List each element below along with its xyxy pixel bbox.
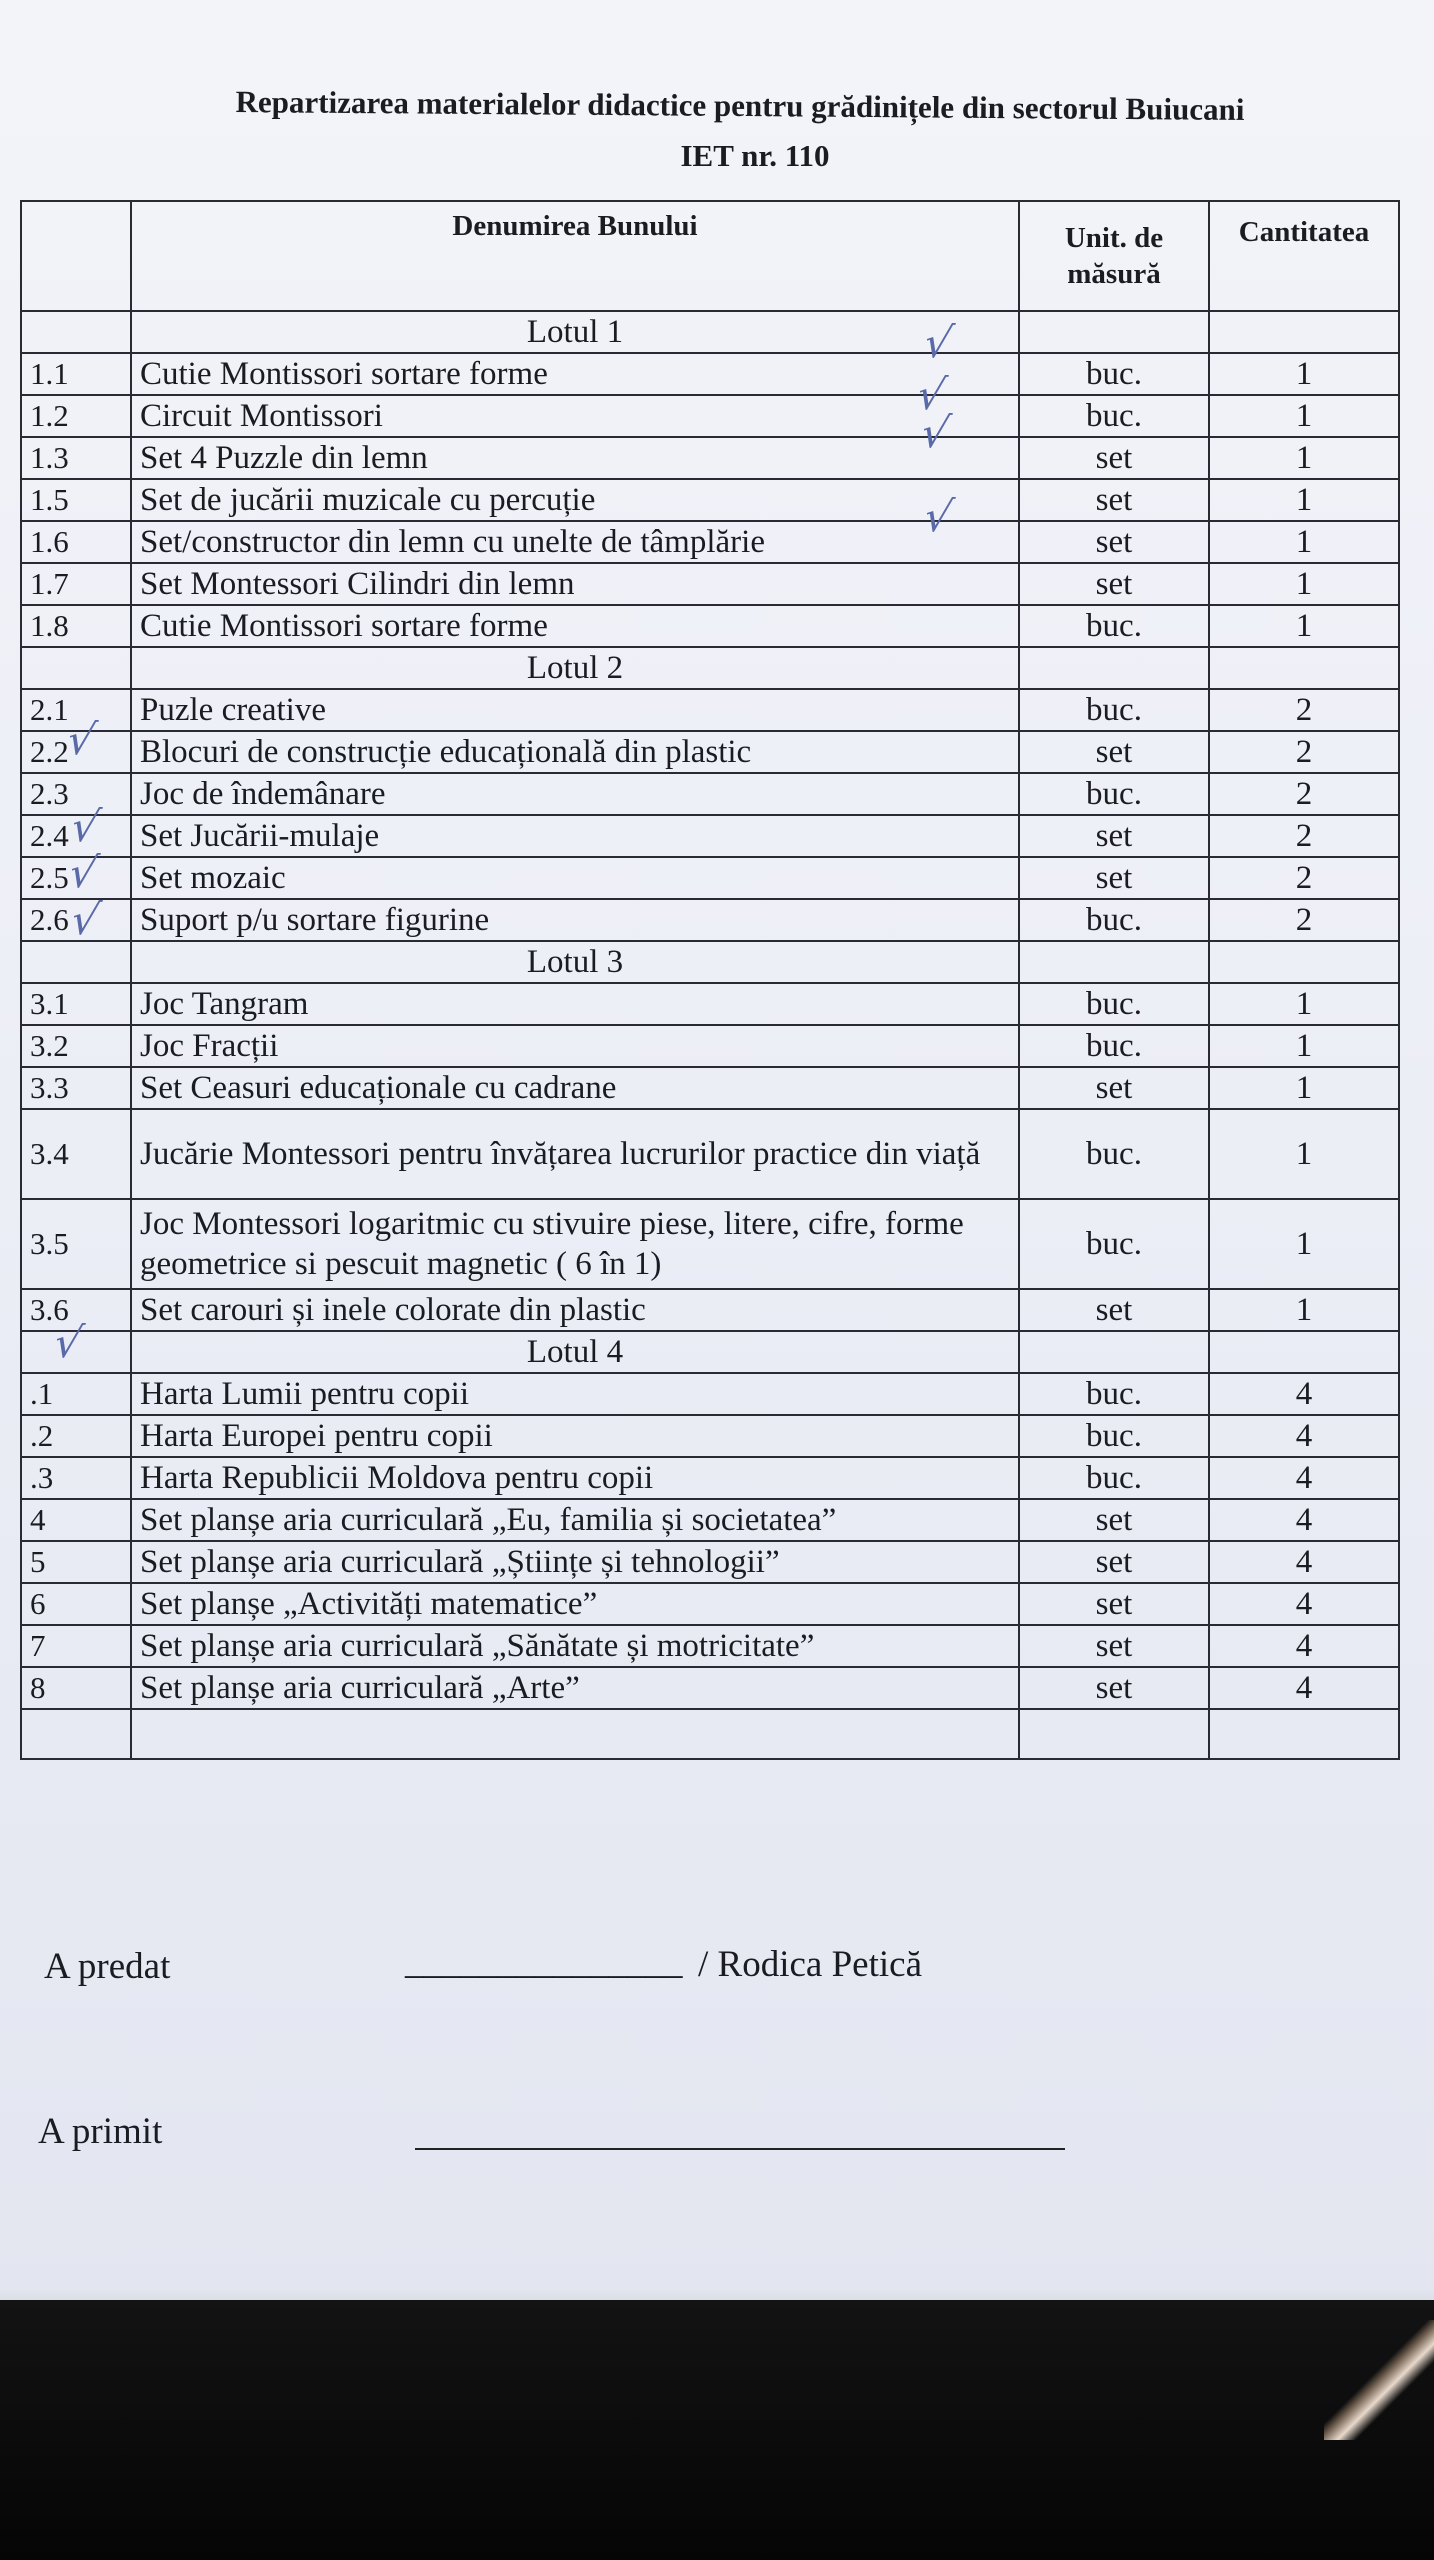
item-quantity: 1: [1209, 563, 1399, 605]
table-header-row: [21, 201, 1399, 311]
item-quantity: 2: [1209, 731, 1399, 773]
item-name: Set Jucării-mulaje: [131, 815, 1019, 857]
table-row: [21, 1667, 1399, 1709]
lot-title: Lotul 3: [131, 941, 1019, 983]
item-name: Set planșe aria curriculară „Sănătate și motricitate”: [131, 1625, 1019, 1667]
lot-title: Lotul 2: [131, 647, 1019, 689]
item-unit: set: [1019, 1067, 1209, 1109]
table-row: [21, 1025, 1399, 1067]
table-row: [21, 689, 1399, 731]
header-unit: Unit. de măsură: [1019, 201, 1209, 311]
lot-unit-cell: [1019, 1331, 1209, 1373]
item-number: 1.2: [21, 395, 131, 437]
item-name: Joc Fracții: [131, 1025, 1019, 1067]
check-mark-icon: √: [49, 1318, 87, 1367]
lot-title: Lotul 1: [131, 311, 1019, 353]
item-unit: set: [1019, 1541, 1209, 1583]
empty-row: [21, 1709, 1399, 1759]
item-unit: buc.: [1019, 1415, 1209, 1457]
item-quantity: 1: [1209, 605, 1399, 647]
item-number: 5: [21, 1541, 131, 1583]
lot-unit-cell: [1019, 647, 1209, 689]
item-number: 2.1: [21, 689, 131, 731]
lot-qty-cell: [1209, 311, 1399, 353]
item-name: Harta Lumii pentru copii: [131, 1373, 1019, 1415]
item-quantity: 4: [1209, 1583, 1399, 1625]
item-number: .2: [21, 1415, 131, 1457]
table-row: [21, 605, 1399, 647]
item-number: 2.4: [21, 815, 131, 857]
item-unit: buc.: [1019, 1025, 1209, 1067]
lot-number-cell: [21, 311, 131, 353]
item-unit: buc.: [1019, 1373, 1209, 1415]
empty-cell: [1019, 1709, 1209, 1759]
item-number: 1.5: [21, 479, 131, 521]
item-quantity: 2: [1209, 773, 1399, 815]
check-mark-icon: √: [66, 802, 104, 851]
item-name: Set/constructor din lemn cu unelte de tâmplărie: [131, 521, 1019, 563]
item-unit: set: [1019, 563, 1209, 605]
check-mark-icon: √: [62, 715, 100, 764]
check-mark-icon: √: [916, 408, 954, 457]
item-unit: set: [1019, 1667, 1209, 1709]
item-quantity: 1: [1209, 1025, 1399, 1067]
item-quantity: 4: [1209, 1457, 1399, 1499]
table-row: [21, 1373, 1399, 1415]
item-quantity: 4: [1209, 1499, 1399, 1541]
table-row: [21, 563, 1399, 605]
header-number: [21, 201, 131, 311]
item-number: .3: [21, 1457, 131, 1499]
lot-number-cell: [21, 941, 131, 983]
header-quantity: Cantitatea: [1209, 201, 1399, 311]
lot-unit-cell: [1019, 941, 1209, 983]
table-body: [21, 311, 1399, 1759]
item-name: Suport p/u sortare figurine: [131, 899, 1019, 941]
item-unit: buc.: [1019, 1457, 1209, 1499]
check-mark-icon: √: [919, 492, 957, 541]
item-name: Set de jucării muzicale cu percuție: [131, 479, 1019, 521]
document-subtitle: IET nr. 110: [680, 138, 830, 173]
item-quantity: 2: [1209, 689, 1399, 731]
item-name: Cutie Montissori sortare forme: [131, 605, 1019, 647]
item-name: Joc Montessori logaritmic cu stivuire piese, litere, cifre, forme geometrice si pescuit magnetic ( 6 în 1): [131, 1199, 1019, 1289]
item-unit: set: [1019, 1289, 1209, 1331]
item-name: Set 4 Puzzle din lemn: [131, 437, 1019, 479]
table-row: [21, 1199, 1399, 1289]
table-row: [21, 395, 1399, 437]
check-mark-icon: √: [64, 848, 102, 897]
table-row: [21, 437, 1399, 479]
item-name: Set planșe aria curriculară „Eu, familia și societatea”: [131, 1499, 1019, 1541]
item-name: Joc de îndemânare: [131, 773, 1019, 815]
item-quantity: 2: [1209, 899, 1399, 941]
item-number: 3.5: [21, 1199, 131, 1289]
table-row: [21, 983, 1399, 1025]
item-quantity: 4: [1209, 1625, 1399, 1667]
table-row: [21, 1541, 1399, 1583]
item-number: 3.3: [21, 1067, 131, 1109]
table-row: [21, 899, 1399, 941]
item-number: 1.7: [21, 563, 131, 605]
item-unit: buc.: [1019, 689, 1209, 731]
item-unit: set: [1019, 857, 1209, 899]
item-quantity: 4: [1209, 1373, 1399, 1415]
materials-table-wrapper: [20, 200, 1400, 1760]
item-unit: buc.: [1019, 1199, 1209, 1289]
table-row: [21, 1499, 1399, 1541]
check-mark-icon: √: [66, 895, 104, 944]
item-number: .1: [21, 1373, 131, 1415]
item-number: 3.4: [21, 1109, 131, 1199]
item-quantity: 4: [1209, 1415, 1399, 1457]
handed-signature-line: _______________: [405, 1941, 683, 1982]
item-quantity: 1: [1209, 437, 1399, 479]
lot-qty-cell: [1209, 647, 1399, 689]
table-row: [21, 1625, 1399, 1667]
item-quantity: 1: [1209, 1067, 1399, 1109]
item-name: Set Ceasuri educaționale cu cadrane: [131, 1067, 1019, 1109]
item-quantity: 1: [1209, 1109, 1399, 1199]
item-number: 1.3: [21, 437, 131, 479]
item-unit: set: [1019, 815, 1209, 857]
item-name: Cutie Montissori sortare forme: [131, 353, 1019, 395]
item-unit: set: [1019, 1625, 1209, 1667]
item-name: Joc Tangram: [131, 983, 1019, 1025]
table-row: [21, 521, 1399, 563]
item-number: 3.6: [21, 1289, 131, 1331]
item-name: Jucărie Montessori pentru învățarea lucrurilor practice din viață: [131, 1109, 1019, 1199]
item-name: Set Montessori Cilindri din lemn: [131, 563, 1019, 605]
empty-cell: [1209, 1709, 1399, 1759]
received-label: A primit: [38, 2111, 163, 2152]
item-number: 1.6: [21, 521, 131, 563]
item-unit: set: [1019, 437, 1209, 479]
empty-cell: [21, 1709, 131, 1759]
table-row: [21, 731, 1399, 773]
item-quantity: 2: [1209, 815, 1399, 857]
item-name: Set carouri și inele colorate din plastic: [131, 1289, 1019, 1331]
item-number: 2.6: [21, 899, 131, 941]
item-name: Set planșe aria curriculară „Științe și tehnologii”: [131, 1541, 1019, 1583]
lot-header-row: [21, 1331, 1399, 1373]
item-unit: set: [1019, 1583, 1209, 1625]
lot-title: Lotul 4: [131, 1331, 1019, 1373]
item-name: Circuit Montissori: [131, 395, 1019, 437]
item-quantity: 1: [1209, 1199, 1399, 1289]
received-signature-line: [415, 2148, 1065, 2150]
lot-qty-cell: [1209, 941, 1399, 983]
item-number: 3.2: [21, 1025, 131, 1067]
item-quantity: 1: [1209, 1289, 1399, 1331]
table-row: [21, 1109, 1399, 1199]
item-unit: buc.: [1019, 899, 1209, 941]
item-unit: buc.: [1019, 773, 1209, 815]
item-quantity: 2: [1209, 857, 1399, 899]
item-unit: buc.: [1019, 1109, 1209, 1199]
item-name: Harta Republicii Moldova pentru copii: [131, 1457, 1019, 1499]
document-title: Repartizarea materialelor didactice pentru grădinițele din sectorul Buiucani: [235, 84, 1245, 127]
item-quantity: 4: [1209, 1541, 1399, 1583]
item-number: 6: [21, 1583, 131, 1625]
handed-name: / Rodica Petică: [698, 1944, 922, 1985]
lot-header-row: [21, 647, 1399, 689]
item-name: Puzle creative: [131, 689, 1019, 731]
item-number: 2.5: [21, 857, 131, 899]
background-surface: [0, 2300, 1434, 2560]
item-number: 8: [21, 1667, 131, 1709]
table-row: [21, 353, 1399, 395]
table-row: [21, 1067, 1399, 1109]
item-number: 2.3: [21, 773, 131, 815]
item-name: Set planșe „Activități matematice”: [131, 1583, 1019, 1625]
item-unit: buc.: [1019, 605, 1209, 647]
item-unit: buc.: [1019, 353, 1209, 395]
table-row: [21, 479, 1399, 521]
item-unit: set: [1019, 479, 1209, 521]
item-quantity: 4: [1209, 1667, 1399, 1709]
table-row: [21, 857, 1399, 899]
item-unit: set: [1019, 521, 1209, 563]
item-quantity: 1: [1209, 353, 1399, 395]
item-name: Set planșe aria curriculară „Arte”: [131, 1667, 1019, 1709]
lot-number-cell: [21, 647, 131, 689]
handed-label: A predat: [44, 1946, 171, 1987]
item-quantity: 1: [1209, 521, 1399, 563]
item-name: Set mozaic: [131, 857, 1019, 899]
check-mark-icon: √: [912, 370, 950, 419]
item-number: 4: [21, 1499, 131, 1541]
item-number: 2.2: [21, 731, 131, 773]
item-number: 1.8: [21, 605, 131, 647]
lot-header-row: [21, 311, 1399, 353]
table-row: [21, 1457, 1399, 1499]
item-quantity: 1: [1209, 983, 1399, 1025]
check-mark-icon: √: [919, 318, 957, 367]
item-number: 1.1: [21, 353, 131, 395]
item-quantity: 1: [1209, 395, 1399, 437]
item-number: 7: [21, 1625, 131, 1667]
materials-table: [20, 200, 1400, 1760]
item-quantity: 1: [1209, 479, 1399, 521]
header-name: Denumirea Bunului: [131, 201, 1019, 311]
item-unit: buc.: [1019, 983, 1209, 1025]
item-name: Blocuri de construcție educațională din plastic: [131, 731, 1019, 773]
table-row: [21, 1415, 1399, 1457]
table-row: [21, 1583, 1399, 1625]
item-unit: set: [1019, 731, 1209, 773]
item-unit: buc.: [1019, 395, 1209, 437]
lot-unit-cell: [1019, 311, 1209, 353]
table-row: [21, 773, 1399, 815]
table-row: [21, 1289, 1399, 1331]
lot-header-row: [21, 941, 1399, 983]
table-row: [21, 815, 1399, 857]
item-name: Harta Europei pentru copii: [131, 1415, 1019, 1457]
empty-cell: [131, 1709, 1019, 1759]
lot-qty-cell: [1209, 1331, 1399, 1373]
item-number: 3.1: [21, 983, 131, 1025]
item-unit: set: [1019, 1499, 1209, 1541]
